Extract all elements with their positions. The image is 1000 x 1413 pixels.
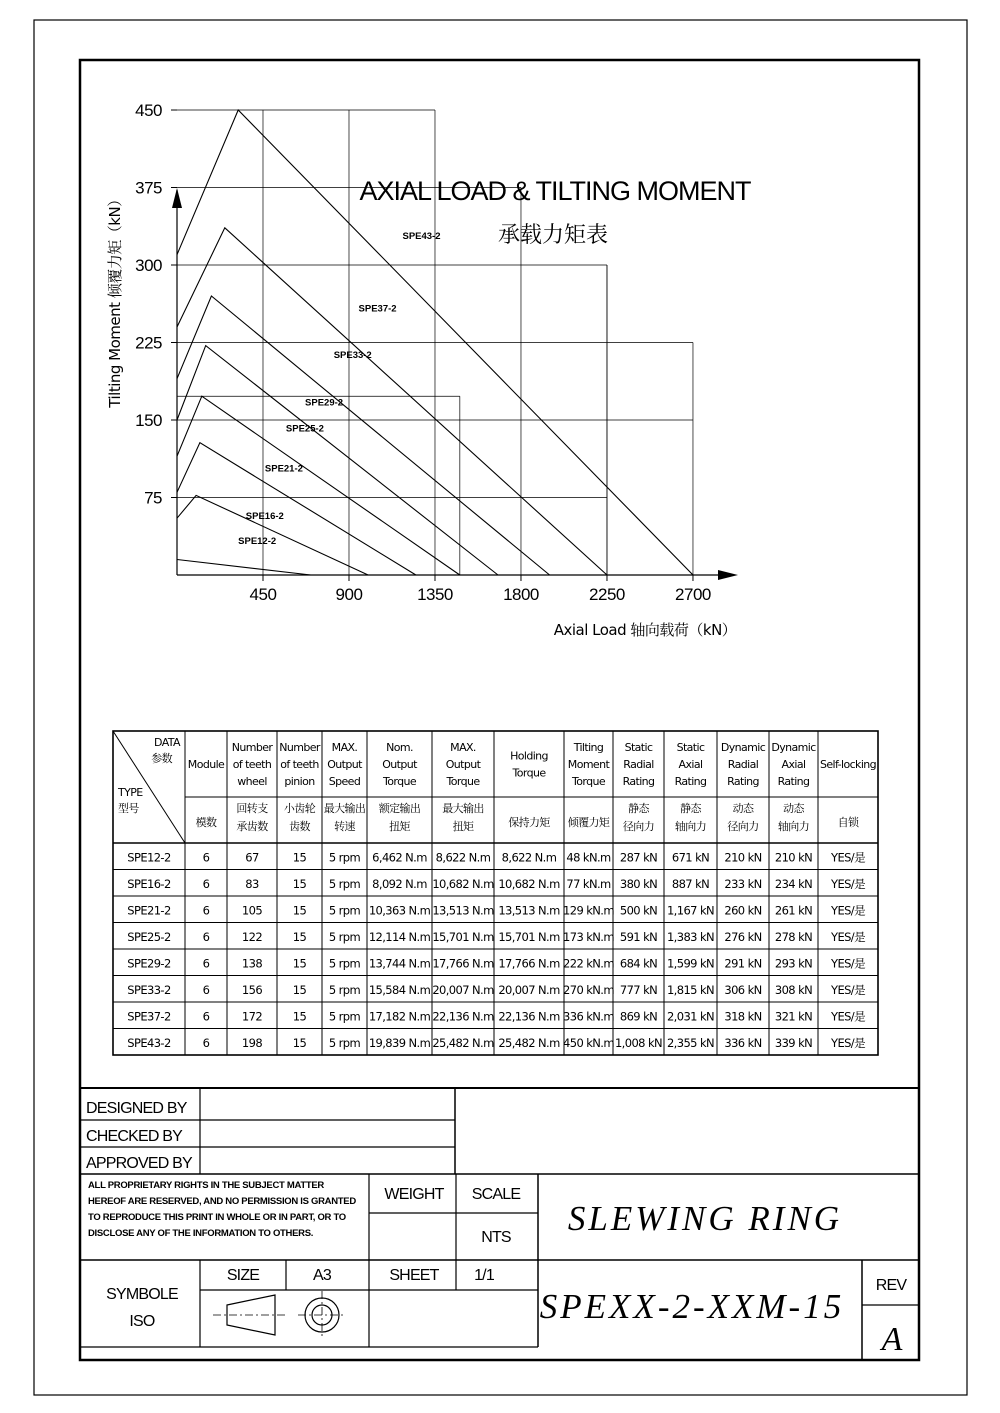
table-row-type: SPE33-2 [127,982,171,997]
table-cell: 887 kN [671,876,710,891]
sheet-value: 1/1 [474,1267,494,1284]
table-cell: 17,766 N.m [432,956,494,971]
table-cell: 308 kN [774,982,813,997]
size-label: SIZE [226,1267,260,1284]
y-axis-arrow-icon [172,188,182,208]
table-cell: 8,622 N.m [501,850,557,865]
column-header-en: Torque [512,766,546,780]
column-header-en: Speed [328,775,361,788]
table-cell: 15 [292,850,307,865]
table-cell: 5 rpm [328,982,361,997]
chart-subtitle: 承载力矩表 [497,223,609,248]
column-header-cn: 承齿数 [236,820,268,833]
table-cell: 5 rpm [328,929,361,944]
table-cell: 19,839 N.m [368,1035,431,1050]
x-tick-label: 900 [335,585,363,604]
table-cell: 671 kN [671,850,710,865]
table-cell: 22,136 N.m [432,1009,494,1024]
series-label-spe12-2: SPE12-2 [238,536,277,548]
table-cell: 210 kN [724,850,762,865]
table-cell: 2,355 kN [666,1035,715,1050]
table-cell: 173 kN.m [563,929,614,944]
series-label-spe43-2: SPE43-2 [402,231,441,243]
column-header-en: of teeth [232,758,272,771]
series-label-spe21-2: SPE21-2 [264,463,303,475]
table-cell: 684 kN [619,956,658,971]
table-cell: 500 kN [619,903,658,918]
table-cell: 67 [245,850,259,865]
table-cell: 20,007 N.m [432,982,494,997]
table-cell: 17,766 N.m [498,956,560,971]
proprietary-line-1: ALL PROPRIETARY RIGHTS IN THE SUBJECT MATTER [88,1180,324,1191]
table-cell: YES/是 [831,903,865,918]
column-header-cn: 额定输出 [378,802,421,815]
table-cell: 198 [241,1035,263,1050]
column-header-en: Dynamic [720,741,766,754]
column-header-en: Radial [623,758,654,771]
table-cell: 15 [292,876,307,891]
table-cell: YES/是 [831,982,865,997]
table-cell: 1,008 kN [614,1035,663,1050]
table-cell: 10,682 N.m [498,876,560,891]
table-cell: 122 [241,929,263,944]
table-cell: 10,363 N.m [368,903,431,918]
table-cell: 591 kN [619,929,658,944]
table-cell: 6 [202,850,210,865]
column-header-en: Static [624,741,653,754]
series-line-spe37-2 [177,228,607,575]
column-header-en: MAX. [450,741,476,754]
table-cell: 15,701 N.m [432,929,494,944]
table-cell: 210 kN [774,850,813,865]
column-header-en: wheel [237,775,267,788]
table-cell: 260 kN [724,903,762,918]
table-cell: 15 [292,929,307,944]
y-tick-label: 375 [135,178,162,198]
table-cell: 1,383 kN [666,929,715,944]
table-cell: 278 kN [774,929,813,944]
table-header-data-cn: 参数 [151,752,172,765]
column-header-cn: 最大输出 [442,802,484,815]
table-header-data: DATA [154,736,180,749]
column-header-cn: 径向力 [727,820,759,833]
column-header-en: Tilting [573,741,604,754]
table-header-type: TYPE [118,786,143,799]
y-axis-title: Tilting Moment 倾覆力矩（kN） [106,192,124,408]
y-tick-label: 300 [135,256,162,276]
table-cell: 25,482 N.m [498,1035,560,1050]
table-cell: 6 [202,982,210,997]
table-cell: 17,182 N.m [368,1009,431,1024]
column-header-en: Rating [727,775,759,788]
column-header-en: Torque [571,775,606,788]
table-cell: 5 rpm [328,850,361,865]
table-cell: 20,007 N.m [498,982,560,997]
rev-value: A [881,1321,903,1358]
table-row-type: SPE37-2 [127,1009,171,1024]
column-header-en: Torque [446,775,480,788]
y-tick-label: 75 [144,488,162,508]
series-line-spe29-2 [177,346,498,575]
table-row-type: SPE29-2 [127,956,171,971]
table-row-type: SPE43-2 [127,1035,171,1050]
table-cell: 222 kN.m [563,956,614,971]
x-tick-label: 2700 [675,585,711,604]
table-cell: 1,599 kN [666,956,715,971]
table-cell: 15,701 N.m [498,929,560,944]
x-tick-label: 1800 [503,585,539,604]
proprietary-line-4: DISCLOSE ANY OF THE INFORMATION TO OTHERS. [88,1228,314,1239]
column-header-cn: 转速 [334,820,355,833]
series-label-spe29-2: SPE29-2 [305,397,344,409]
weight-label: WEIGHT [384,1186,444,1203]
table-cell: 5 rpm [328,903,361,918]
table-cell: 15,584 N.m [368,982,431,997]
table-cell: 777 kN [619,982,658,997]
table-cell: 336 kN.m [563,1009,614,1024]
column-header-cn: 静态 [628,802,649,815]
table-cell: 25,482 N.m [432,1035,494,1050]
y-tick-label: 450 [135,101,162,121]
table-cell: 287 kN [619,850,658,865]
table-cell: 336 kN [724,1035,762,1050]
column-header-cn: 动态 [783,802,804,815]
table-cell: 1,815 kN [666,982,715,997]
table-cell: 276 kN [724,929,762,944]
column-header-en: Number [279,741,320,754]
column-header-cn: 扭矩 [389,820,410,833]
column-header-en: Output [445,758,481,771]
table-row-type: SPE16-2 [127,876,171,891]
table-cell: 321 kN [774,1009,813,1024]
column-header-en: Static [676,741,705,754]
series-label-spe37-2: SPE37-2 [358,303,397,315]
table-cell: YES/是 [831,876,865,891]
column-header-cn: 轴向力 [777,820,810,833]
title-block [80,1088,919,1360]
approved-by-label: APPROVED BY [86,1155,192,1172]
column-header-cn: 回转支 [236,802,268,815]
table-cell: YES/是 [831,1009,865,1024]
x-tick-label: 2250 [589,585,625,604]
series-label-spe16-2: SPE16-2 [245,511,284,523]
table-cell: 5 rpm [328,1035,361,1050]
y-tick-label: 150 [135,411,162,431]
x-tick-label: 450 [249,585,277,604]
column-header-en: Dynamic [771,741,816,754]
series-line-spe33-2 [177,296,550,575]
column-header-cn: 齿数 [289,820,310,833]
table-cell: 5 rpm [328,1009,361,1024]
column-header-en: Module [187,758,225,771]
size-value: A3 [313,1267,331,1284]
table-cell: 293 kN [774,956,813,971]
table-cell: 15 [292,1009,307,1024]
x-axis-title: Axial Load 轴向载荷（kN） [553,621,737,639]
column-header-en: pinion [284,775,315,788]
chart-title: AXIAL LOAD & TILTING MOMENT [359,176,751,206]
column-header-cn: 保持力矩 [508,816,550,829]
column-header-cn: 轴向力 [674,820,707,833]
table-row-type: SPE25-2 [127,929,171,944]
specification-table [113,731,878,1055]
table-cell: 5 rpm [328,876,361,891]
table-header-type-cn: 型号 [118,802,139,815]
table-cell: 318 kN [724,1009,762,1024]
column-header-cn: 自锁 [837,816,859,829]
table-cell: 869 kN [619,1009,658,1024]
column-header-en: Nom. [386,741,413,754]
table-cell: 2,031 kN [666,1009,715,1024]
table-cell: 15 [292,956,307,971]
x-axis-arrow-icon [718,570,738,580]
rev-label: REV [875,1277,907,1294]
column-header-en: Rating [622,775,655,788]
table-cell: YES/是 [831,956,865,971]
column-header-cn: 倾覆力矩 [567,816,610,829]
table-cell: 129 kN.m [563,903,614,918]
projection-symbol-icon [213,1291,346,1339]
y-tick-label: 225 [135,333,162,353]
table-cell: 5 rpm [328,956,361,971]
column-header-cn: 动态 [732,802,754,815]
table-cell: 6 [202,1035,210,1050]
scale-label: SCALE [471,1186,521,1203]
table-cell: 291 kN [724,956,762,971]
series-line-spe21-2 [177,443,416,575]
table-cell: 233 kN [724,876,762,891]
table-cell: 138 [241,956,263,971]
series-line-spe12-2 [177,560,311,576]
sheet-label: SHEET [389,1267,439,1284]
column-header-en: Holding [510,749,548,763]
table-cell: 156 [241,982,263,997]
table-cell: 8,622 N.m [435,850,491,865]
column-header-cn: 径向力 [622,820,655,833]
table-cell: 15 [292,982,307,997]
column-header-en: Self-locking [819,758,877,771]
column-header-en: Moment [567,758,610,771]
table-cell: 13,513 N.m [498,903,560,918]
table-cell: 6 [202,876,210,891]
table-cell: 8,092 N.m [372,876,427,891]
drawing-number: SPEXX-2-XXM-15 [539,1287,845,1326]
designed-by-label: DESIGNED BY [86,1100,187,1117]
column-header-en: of teeth [280,758,319,771]
column-header-en: Output [382,758,417,771]
table-cell: 450 kN.m [563,1035,614,1050]
table-cell: 339 kN [774,1035,813,1050]
column-header-en: Axial [781,758,806,771]
proprietary-line-2: HEREOF ARE RESERVED, AND NO PERMISSION IS GRANTED [88,1196,356,1207]
table-border [113,731,878,1055]
x-tick-label: 1350 [417,585,453,604]
column-header-cn: 小齿轮 [283,802,316,815]
table-cell: 48 kN.m [566,850,611,865]
table-cell: 6 [202,1009,210,1024]
column-header-en: Rating [674,775,707,788]
table-cell: 15 [292,1035,307,1050]
column-header-en: Number [231,741,273,754]
table-cell: 234 kN [774,876,813,891]
table-cell: 6,462 N.m [372,850,427,865]
series-label-spe25-2: SPE25-2 [285,423,324,435]
table-cell: 1,167 kN [666,903,715,918]
column-header-cn: 最大输出 [323,802,366,815]
column-header-en: MAX. [331,741,358,754]
scale-value: NTS [481,1229,511,1246]
table-cell: 22,136 N.m [498,1009,560,1024]
table-cell: 13,513 N.m [432,903,494,918]
column-header-en: Torque [382,775,417,788]
table-cell: 270 kN.m [563,982,614,997]
table-cell: 77 kN.m [566,876,611,891]
axial-load-tilting-moment-chart [106,101,751,639]
drawing-title: SLEWING RING [567,1199,843,1238]
proprietary-line-3: TO REPRODUCE THIS PRINT IN WHOLE OR IN PART, OR TO [88,1212,346,1223]
table-cell: YES/是 [831,929,865,944]
iso-label: ISO [129,1313,155,1330]
table-cell: 6 [202,929,210,944]
column-header-en: Axial [678,758,703,771]
table-cell: 6 [202,903,210,918]
checked-by-label: CHECKED BY [86,1128,183,1145]
table-cell: 172 [241,1009,263,1024]
table-cell: YES/是 [831,850,865,865]
table-cell: 105 [241,903,263,918]
table-cell: 15 [292,903,307,918]
column-header-cn: 模数 [195,816,217,829]
table-row-type: SPE12-2 [127,850,171,865]
table-cell: 261 kN [774,903,813,918]
column-header-cn: 静态 [680,802,701,815]
table-cell: 306 kN [724,982,762,997]
column-header-en: Radial [727,758,759,771]
inner-frame [80,60,919,1360]
table-cell: 10,682 N.m [432,876,494,891]
column-header-cn: 扭矩 [452,820,474,833]
column-header-en: Output [327,758,362,771]
table-cell: 12,114 N.m [368,929,431,944]
table-cell: 380 kN [619,876,658,891]
column-header-en: Rating [777,775,810,788]
table-cell: 13,744 N.m [368,956,431,971]
table-cell: 83 [245,876,259,891]
table-cell: YES/是 [831,1035,865,1050]
table-cell: 6 [202,956,210,971]
table-row-type: SPE21-2 [127,903,171,918]
series-label-spe33-2: SPE33-2 [333,350,372,362]
symbole-label: SYMBOLE [106,1286,178,1303]
